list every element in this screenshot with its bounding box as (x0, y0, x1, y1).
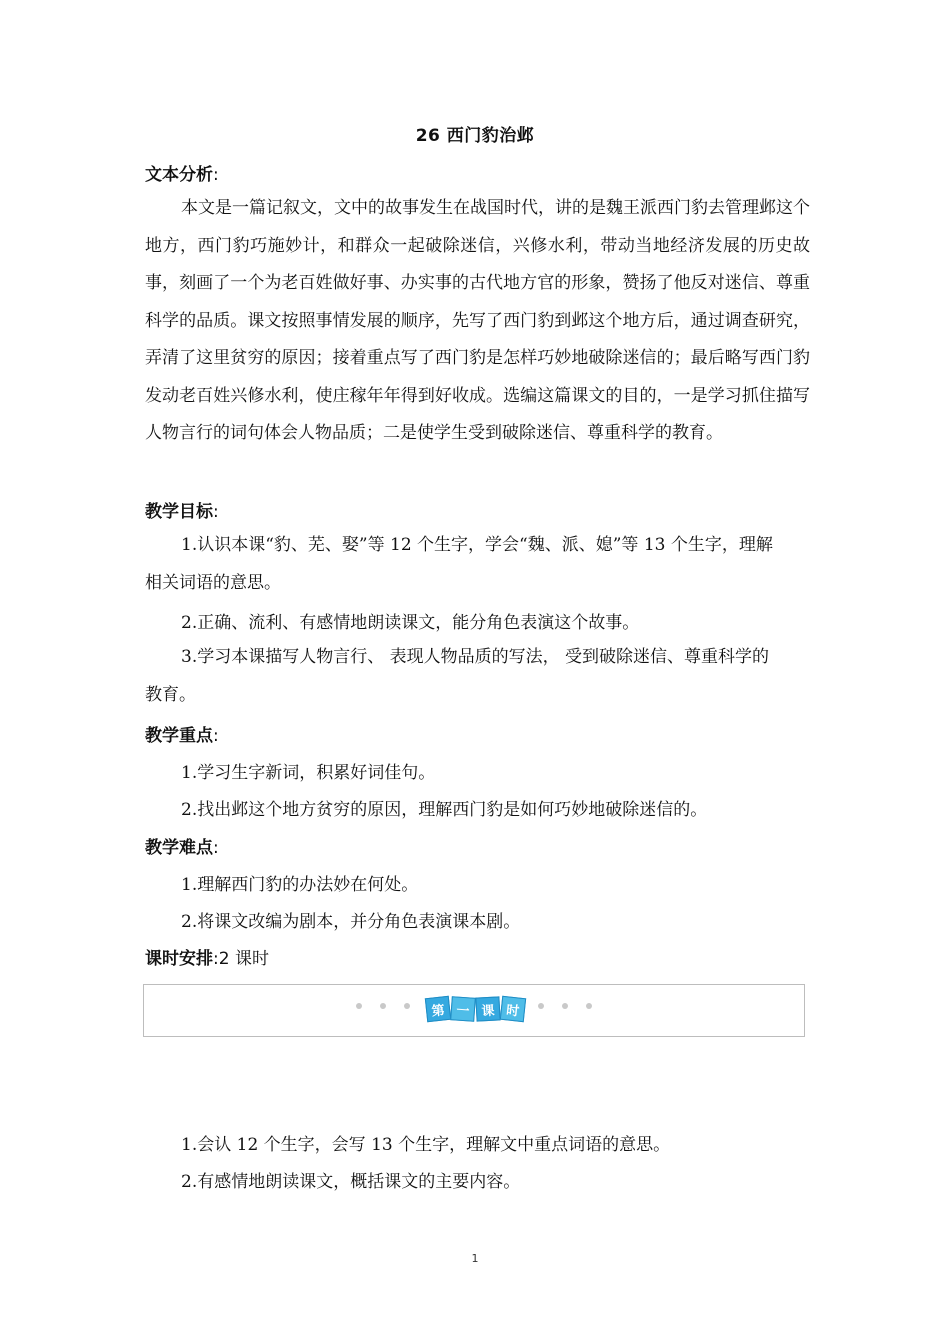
goal-item-1: 1.认识本课“豹、芜、娶”等 12 个生字，学会“魏、派、媳”等 13 个生字，理解相关词语的意思。 (145, 535, 773, 593)
key-points-heading-text: 教学重点 (145, 726, 213, 746)
goals-heading-text: 教学目标 (145, 502, 213, 522)
dot-icon (404, 1003, 410, 1009)
schedule-heading-text: 课时安排 (145, 949, 213, 969)
difficulty-item-1: 1.理解西门豹的办法妙在何处。 (181, 875, 419, 895)
badge-char: 一 (450, 996, 476, 1022)
analysis-heading-colon: : (213, 165, 219, 185)
key-point-item-1: 1.学习生字新词，积累好词佳句。 (181, 763, 436, 783)
dot-icon (380, 1003, 386, 1009)
badge-char: 第 (425, 996, 451, 1022)
banner-dots-left (356, 1003, 410, 1009)
badge-char: 时 (500, 996, 526, 1022)
schedule-value: :2 课时 (213, 949, 269, 969)
badge-char: 课 (475, 996, 500, 1021)
key-points-heading-colon: : (213, 726, 219, 746)
document-title: 26 西门豹治邺 (415, 126, 535, 146)
dot-icon (538, 1003, 544, 1009)
analysis-body: 本文是一篇记叙文，文中的故事发生在战国时代，讲的是魏王派西门豹去管理邺这个地方，西门豹巧施妙计，和群众一起破除迷信，兴修水利，带动当地经济发展的历史故事，刻画了一个为老百姓做好事、办实事的古代地方官的形象，赞扬了他反对迷信、尊重科学的品质。课文按照事情发展的顺序，先写了西门豹到邺这个地方后，通过调查研究，弄清了这里贫穷的原因；接着重点写了西门豹是怎样巧妙地破除迷信的；最后略写西门豹发动老百姓兴修水利，使庄稼年年得到好收成。选编这篇课文的目的，一是学习抓住描写人物言行的词句体会人物品质；二是使学生受到破除迷信、尊重科学的教育。 (145, 198, 810, 443)
lesson-badge (426, 997, 526, 1021)
difficulties-heading-text: 教学难点 (145, 838, 213, 858)
lesson-goal-1: 1.会认 12 个生字，会写 13 个生字，理解文中重点词语的意思。 (181, 1135, 671, 1155)
analysis-heading-text: 文本分析 (145, 165, 213, 185)
dot-icon (586, 1003, 592, 1009)
dot-icon (356, 1003, 362, 1009)
dot-icon (562, 1003, 568, 1009)
goal-item-2: 2.正确、流利、有感情地朗读课文，能分角色表演这个故事。 (181, 613, 640, 633)
goal-item-3: 3.学习本课描写人物言行、 表现人物品质的写法， 受到破除迷信、尊重科学的教育。 (145, 647, 770, 705)
goals-heading-colon: : (213, 502, 219, 522)
page-number: 1 (471, 1252, 479, 1265)
difficulties-heading-colon: : (213, 838, 219, 858)
difficulties-heading (145, 833, 219, 858)
goals-heading (145, 497, 219, 522)
key-points-heading (145, 721, 219, 746)
lesson-banner (143, 984, 805, 1037)
lesson-goal-2: 2.有感情地朗读课文，概括课文的主要内容。 (181, 1172, 521, 1192)
banner-dots-right (538, 1003, 592, 1009)
key-point-item-2: 2.找出邺这个地方贫穷的原因，理解西门豹是如何巧妙地破除迷信的。 (181, 800, 708, 820)
difficulty-item-2: 2.将课文改编为剧本，并分角色表演课本剧。 (181, 912, 521, 932)
schedule-heading (145, 944, 269, 969)
analysis-heading (145, 160, 219, 185)
